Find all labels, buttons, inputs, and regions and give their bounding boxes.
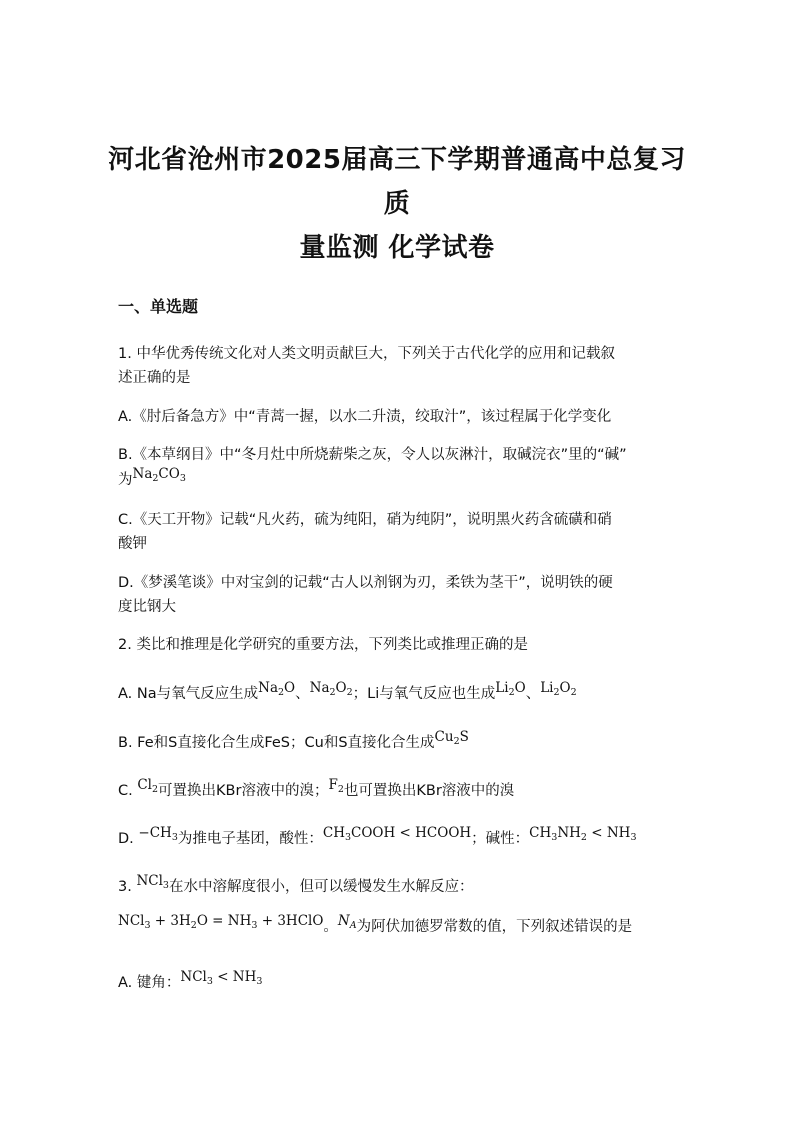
q2-a-sep-2: 、	[525, 686, 541, 702]
formula-na2co3: $Na_2CO_3$	[132, 466, 186, 484]
formula-li2o2: $Li_2O_2$	[540, 680, 577, 698]
formula-basicity-comparison: $CH_3NH_2 < NH_3$	[529, 825, 637, 843]
q1-option-c-line-1: C.《天工开物》记载“凡火药，硫为纯阳，硝为纯阴”，说明黑火药含硫磺和硝	[118, 512, 612, 528]
q1-option-d-line-1: D.《梦溪笔谈》中对宝剑的记载“古人以剂钢为刃，柔铁为茎干”，说明铁的硬	[118, 575, 613, 591]
q1-b-text: 为	[118, 472, 133, 488]
q2-c-text-2: 也可置换出KBr溶液中的溴	[343, 783, 515, 799]
q2-b-text: B. Fe和S直接化合生成FeS；Cu和S直接化合生成	[118, 735, 435, 751]
q2-a-text-2: ；Li与氧气反应也生成	[352, 686, 496, 702]
q3-number: 3.	[118, 879, 137, 895]
q2-d-label: D.	[118, 831, 139, 847]
q2-stem: 2. 类比和推理是化学研究的重要方法，下列类比或推理正确的是	[118, 637, 528, 653]
q3-option-a	[118, 969, 262, 992]
section-heading: 一、单选题	[118, 297, 199, 316]
q2-option-a	[118, 680, 577, 703]
q3-text-2: 为阿伏加德罗常数的值，下列叙述错误的是	[356, 919, 633, 935]
formula-cu2s: $Cu_2S$	[434, 729, 469, 747]
formula-na2o2: $Na_2O_2$	[309, 680, 353, 698]
q3-stem-line-1	[118, 873, 473, 896]
formula-hydrolysis-equation: $NCl_3 + 3H_2O = NH_3$ + 3HClO	[118, 913, 324, 931]
q1-option-a: A.《肘后备急方》中“青蒿一握，以水二升渍，绞取汁”，该过程属于化学变化	[118, 409, 612, 425]
formula-cl2: $Cl_2$	[137, 777, 159, 795]
title-line-2: 量监测 化学试卷	[299, 233, 495, 263]
q2-d-text-1: 为推电子基团，酸性：	[177, 831, 323, 847]
q2-option-c	[118, 777, 514, 800]
title-line-1: 河北省沧州市2025届高三下学期普通高中总复习质	[108, 145, 686, 219]
q1-option-b-line-2	[118, 466, 186, 489]
q3-a-text: A. 键角：	[118, 975, 181, 991]
q2-option-b	[118, 729, 469, 752]
formula-f2: $F_2$	[328, 777, 344, 795]
q1-option-d-line-2: 度比钢大	[118, 599, 176, 615]
formula-ch3-group: $-CH_3$	[138, 825, 178, 843]
q1-stem-line-2: 述正确的是	[118, 370, 191, 386]
q3-period: 。	[323, 919, 338, 935]
q3-text-1: 在水中溶解度很小，但可以缓慢发生水解反应：	[168, 879, 474, 895]
q2-c-label: C.	[118, 783, 138, 799]
formula-bond-angle-comparison: $NCl_3 < NH_3$	[180, 969, 263, 987]
document-title	[100, 138, 694, 270]
formula-acidity-comparison: $CH_3COOH$ < HCOOH	[322, 825, 472, 843]
q2-c-text-1: 可置换出KBr溶液中的溴；	[158, 783, 329, 799]
q1-option-c-line-2: 酸钾	[118, 536, 147, 552]
q1-option-b-line-1: B.《本草纲目》中“冬月灶中所烧薪柴之灰，令人以灰淋汁，取碱浣衣”里的“碱”	[118, 447, 627, 463]
formula-na2o: $Na_2O$	[258, 680, 296, 698]
formula-ncl3: NCl$_3$	[136, 873, 169, 891]
q3-stem-line-2	[118, 913, 632, 936]
formula-li2o: $Li_2O$	[495, 680, 526, 698]
q2-option-d	[118, 825, 637, 848]
q2-a-text-1: A. Na与氧气反应生成	[118, 686, 259, 702]
q2-d-text-2: ；碱性：	[471, 831, 530, 847]
q1-stem-line-1: 1. 中华优秀传统文化对人类文明贡献巨大，下列关于古代化学的应用和记载叙	[118, 346, 615, 362]
formula-na-avogadro: $N_A$	[337, 913, 357, 931]
q2-a-sep-1: 、	[295, 686, 310, 702]
